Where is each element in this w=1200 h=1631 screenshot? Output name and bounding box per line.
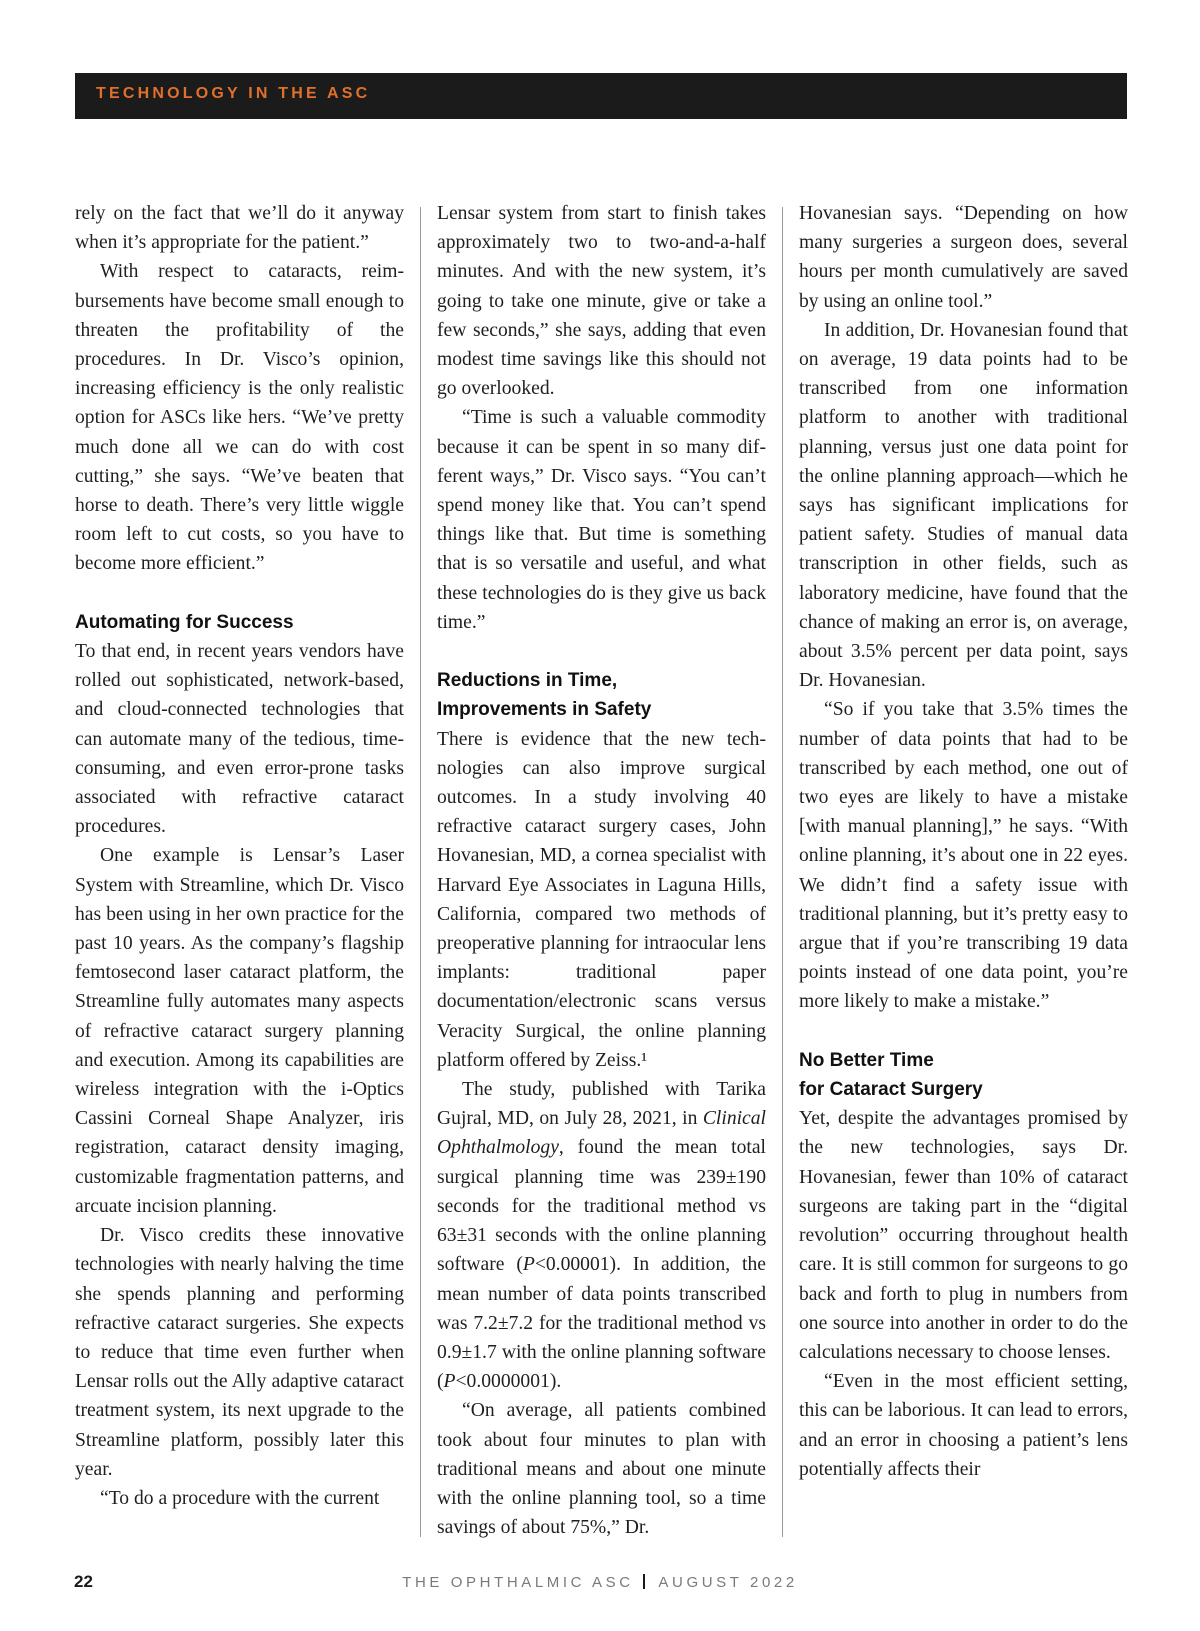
text-run: The study, published with Tarika Gujral, MD, on July 28, 2021, in: [437, 1079, 766, 1130]
subheading-line: No Better Time: [799, 1049, 934, 1071]
subheading-reductions-in-time: [437, 666, 766, 724]
page-number: 22: [74, 1572, 93, 1591]
paragraph: One example is Lensar’s Laser System with Streamline, which Dr. Visco has been using in her own practice for the past 10 years. As the company’s flagship femtosecond laser cataract platform, the Streamline fully automates many aspects of refractive cataract surgery planning and execution. Among its capabilities are wireless integration with the i-Optics Cassini Corneal Shape Analyzer, iris registration, cataract density imaging, customizable fragmentation patterns, and arcuate incision planning.: [75, 845, 404, 1217]
paragraph: In addition, Dr. Hovanesian found that on average, 19 data points had to be transcribed from one information platform to another with traditional planning, versus just one data point for the online planning approach—which he says has significant implications for patient safety. Studies of manual data transcription in other fields, such as laboratory medicine, have found that the chance of making an error is, on average, about 3.5% percent per data point, says Dr. Hovanesian.: [799, 319, 1128, 692]
publication-name: THE OPHTHALMIC ASC: [402, 1574, 634, 1591]
column-divider: [420, 207, 421, 1537]
paragraph: To that end, in recent years vendors have rolled out sophisticated, network-based, and cloud-connected technologies that can automate many of the tedious, time-consuming, and even error-prone tasks associated with refractive cataract procedures.: [75, 641, 404, 838]
text-run: <0.00001). In addition, the mean number of data points transcribed was 7.2±7.2 for the traditional method vs 0.9±1.7 with the online planning software (: [437, 1254, 766, 1393]
subheading-line: Improvements in Safety: [437, 699, 652, 721]
subheading-line: Reductions in Time,: [437, 670, 618, 692]
footer-publication-line: [0, 1574, 1200, 1591]
section-header-bar: [75, 73, 1127, 119]
subheading-no-better-time: [799, 1046, 1128, 1104]
article-column-1: [75, 199, 404, 1513]
p-value-symbol: P: [522, 1254, 535, 1276]
paragraph: Lensar system from start to finish takes approximately two to two-and-a-half minutes. And with the new system, it’s going to take one minute, give or take a few seconds,” she says, adding that even modest time savings like this should not go overlooked.: [437, 203, 766, 400]
article-column-3: [799, 199, 1128, 1484]
column-divider: [782, 207, 783, 1537]
subheading-automating-for-success: Automating for Success: [75, 611, 294, 633]
paragraph: “So if you take that 3.5% times the number of data points that had to be transcribed by each method, one out of two eyes are likely to have a mistake [with manual planning],” he says. “With online planning, it’s about one in 22 eyes. We didn’t find a safety issue with traditional planning, but it’s pretty easy to argue that if you’re transcribing 19 data points instead of one data point, you’re more likely to make a mistake.”: [799, 699, 1128, 1013]
section-label: TECHNOLOGY IN THE ASC: [96, 85, 371, 102]
footer-separator: [643, 1574, 645, 1589]
paragraph: There is evidence that the new technologies can also improve surgical outcomes. In a study involving 40 refractive cataract surgery cases, John Hovanesian, MD, a cornea specialist with Harvard Eye Associates in Laguna Hills, California, compared two methods of preoperative planning for intraocular lens implants: traditional paper documentation/electronic scans versus Veracity Surgical, the online planning platform offered by Zeiss.¹: [437, 728, 766, 1071]
paragraph: rely on the fact that we’ll do it anyway when it’s appropriate for the patient.”: [75, 203, 404, 254]
paragraph: “Time is such a valuable commodity because it can be spent in so many different ways,” Dr. Visco says. “You can’t spend money like that. You can’t spend things like that. But time is something that is so versatile and useful, and what these technologies do is they give us back time.”: [437, 407, 766, 633]
paragraph: “On average, all patients combined took about four minutes to plan with traditional means and about one minute with the online planning tool, so a time savings of about 75%,” Dr.: [437, 1400, 766, 1539]
text-run: <0.0000001).: [455, 1371, 562, 1393]
paragraph: [437, 1075, 766, 1396]
paragraph: “Even in the most efficient setting, this can be laborious. It can lead to errors, and an error in choosing a patient’s lens potentially affects their: [799, 1371, 1128, 1480]
journal-title: Clinical Ophthalmology: [437, 1108, 766, 1159]
paragraph: With respect to cataracts, reimbursements have become small enough to threaten the profitability of the procedures. In Dr. Visco’s opinion, increasing efficiency is the only realistic option for ASCs like hers. “We’ve pretty much done all we can do with cost cutting,” she says. “We’ve beaten that horse to death. There’s very little wiggle room left to cut costs, so you have to become more efficient.”: [75, 261, 404, 575]
paragraph: Yet, despite the advantages promised by the new technologies, says Dr. Hovanesian, fewer than 10% of cataract surgeons are taking part in the “digital revolution” occurring throughout health care. It is still common for surgeons to go back and forth to plug in numbers from one source into another in order to do the calculations necessary to choose lenses.: [799, 1108, 1128, 1363]
text-run: , found the mean total surgical planning time was 239±190 seconds for the traditional method vs 63±31 seconds with the online planning software (: [437, 1137, 766, 1276]
subheading-line: for Cataract Surgery: [799, 1079, 983, 1101]
paragraph: Dr. Visco credits these innovative technologies with nearly halving the time she spends planning and performing refractive cataract surgeries. She expects to reduce that time even further when Lensar rolls out the Ally adaptive cataract treatment system, its next upgrade to the Streamline platform, possibly later this year.: [75, 1225, 404, 1480]
p-value-symbol: P: [443, 1371, 456, 1393]
article-column-2: [437, 199, 766, 1542]
paragraph: Hovanesian says. “Depending on how many surgeries a surgeon does, several hours per month cumulatively are saved by using an online tool.”: [799, 203, 1128, 312]
paragraph: “To do a procedure with the current: [100, 1487, 380, 1509]
issue-date: AUGUST 2022: [658, 1574, 798, 1591]
